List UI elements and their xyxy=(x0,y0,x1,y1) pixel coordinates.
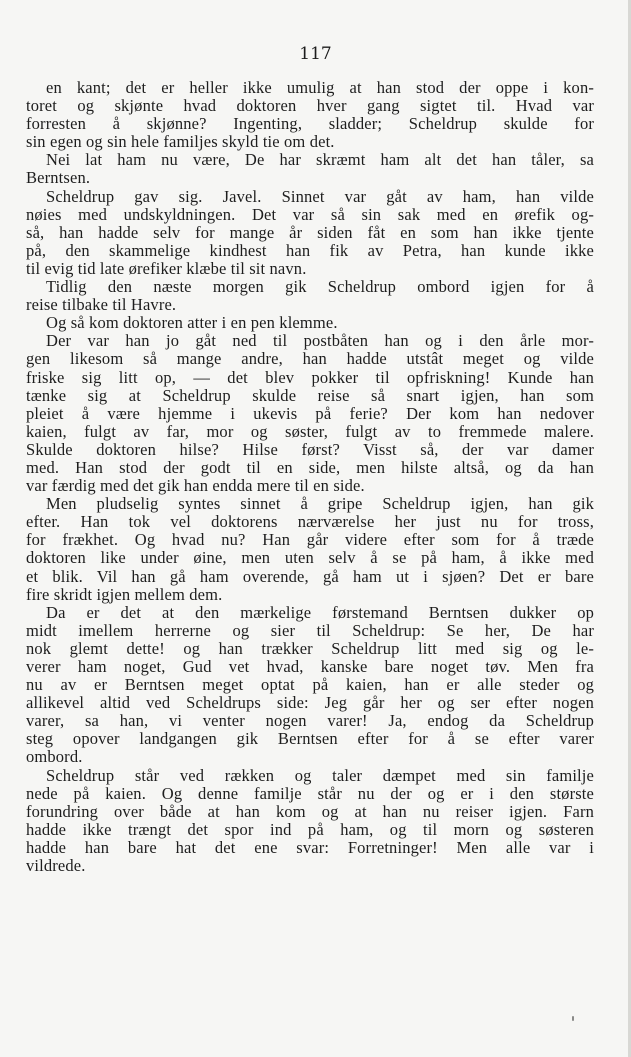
paragraph xyxy=(26,79,594,151)
paragraph xyxy=(26,314,594,332)
text-line: på, den skammelige kindhest han fik av Petra, han kunde ikke xyxy=(26,240,594,260)
paragraph xyxy=(26,604,594,767)
text-line: Men pludselig syntes sinnet å gripe Scheldrup igjen, han gik xyxy=(46,494,594,514)
text-line: med. Han stod der godt til en side, men hilste altså, og da han xyxy=(26,457,594,477)
text-line: sin egen og sin hele familjes skyld tie om det. xyxy=(26,132,335,152)
text-line: varer, sa han, vi venter nogen varer! Ja, endog da Scheldrup xyxy=(26,711,594,731)
text-line: verer ham noget, Gud vet hvad, kanske bare noget tøv. Men fra xyxy=(26,657,594,676)
paragraph xyxy=(26,151,594,187)
text-line: Scheldrup står ved rækken og taler dæmpet med sin familje xyxy=(46,765,594,785)
text-line: Nei lat ham nu være, De har skræmt ham alt det han tåler, sa xyxy=(46,150,594,170)
text-line: Berntsen. xyxy=(26,168,91,188)
paragraph xyxy=(26,332,594,495)
text-line: Der var han jo gåt ned til postbåten han og i den årle mor- xyxy=(46,331,594,351)
text-line: hadde han bare hat det ene svar: Forretninger! Men alle var i xyxy=(26,837,594,857)
text-line: reise tilbake til Havre. xyxy=(26,295,177,315)
text-line: en kant; det er heller ikke umulig at han stod der oppe i kon- xyxy=(46,78,594,97)
text-line: så, han hadde selv for mange år siden fåt en som han ikke tjente xyxy=(26,222,594,242)
text-line: pleiet å være hjemme i ukevis på ferie? Der kom han nedover xyxy=(26,403,594,423)
paragraph xyxy=(26,495,594,604)
text-line: Da er det at den mærkelige førstemand Berntsen dukker op xyxy=(46,602,594,622)
text-line: vildrede. xyxy=(26,856,86,876)
text-line: forundring over både at han kom og at han nu reiser igjen. Farn xyxy=(26,801,594,821)
body-text xyxy=(26,79,594,875)
text-line: var færdig med det gik han endda mere til en side. xyxy=(26,476,365,496)
text-line: et blik. Vil han gå ham overende, gå ham ut i sjøen? Det er bare xyxy=(26,566,594,586)
text-line: for frækhet. Og hvad nu? Han går videre efter som for å træde xyxy=(26,530,594,550)
paragraph xyxy=(26,767,594,876)
text-line: forresten å skjønne? Ingenting, sladder; Scheldrup skulde for xyxy=(26,114,594,134)
paragraph xyxy=(26,188,594,278)
text-line: Og så kom doktoren atter i en pen klemme. xyxy=(46,313,338,333)
text-line: efter. Han tok vel doktorens nærværelse her just nu for tross, xyxy=(26,512,594,532)
page-number: 117 xyxy=(299,44,332,64)
text-line: fire skridt igjen mellem dem. xyxy=(26,584,223,604)
text-line: gen likesom så mange andre, han hadde utstât meget og vilde xyxy=(26,349,594,369)
text-line: nok glemt dette! og han trækker Scheldrup litt med sig og le- xyxy=(26,638,594,658)
text-line: toret og skjønte hvad doktoren hver gang sigtet til. Hvad var xyxy=(26,96,594,116)
text-line: allikevel altid ved Scheldrups side: Jeg går her og ser efter nogen xyxy=(26,693,594,713)
text-line: Skulde doktoren hilse? Hilse først? Visst så, der var damer xyxy=(26,439,594,459)
text-line: friske sig litt op, — det blev pokker til opfriskning! Kunde han xyxy=(26,367,594,387)
text-line: Tidlig den næste morgen gik Scheldrup ombord igjen for å xyxy=(46,277,594,297)
text-line: ombord. xyxy=(26,747,83,767)
text-line: hadde ikke trængt det spor ind på ham, og til morn og søsteren xyxy=(26,819,594,839)
text-line: tænke sig at Scheldrup skulde reise så snart igjen, han som xyxy=(26,385,594,405)
text-line: Scheldrup gav sig. Javel. Sinnet var gåt av ham, han vilde xyxy=(46,186,594,206)
text-line: midt imellem herrerne og sier til Scheldrup: Se her, De har xyxy=(26,620,594,640)
text-line: til evig tid late ørefiker klæbe til sit navn. xyxy=(26,258,307,278)
paragraph xyxy=(26,278,594,314)
text-line: nøies med undskyldningen. Det var så sin sak med en ørefik og- xyxy=(26,204,594,224)
text-line: steg opover landgangen gik Berntsen efter for å se efter varer xyxy=(26,729,594,749)
text-line: nu av er Berntsen meget optat på kaien, han er alle steder og xyxy=(26,675,594,695)
paper-speck xyxy=(572,1016,574,1021)
text-line: doktoren like under øine, men uten selv å se på ham, å ikke med xyxy=(26,548,594,568)
text-line: nede på kaien. Og denne familje står nu der og er i den største xyxy=(26,783,594,803)
text-line: kaien, fulgt av far, mor og søster, fulgt av to fremmede malere. xyxy=(26,421,594,441)
